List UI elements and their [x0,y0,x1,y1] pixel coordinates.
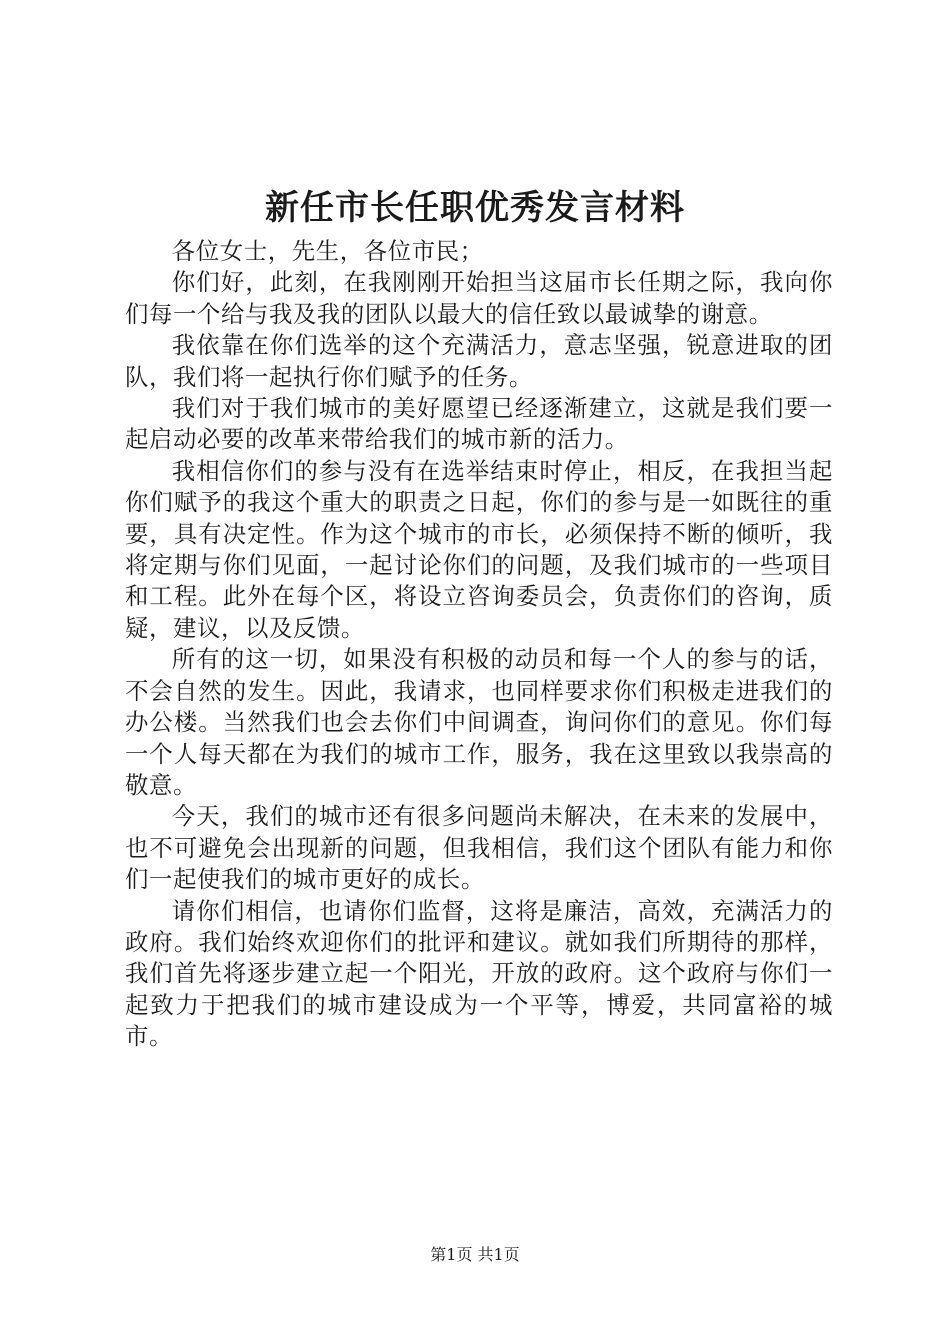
document-title: 新任市长任职优秀发言材料 [265,188,685,228]
paragraph: 今天，我们的城市还有很多问题尚未解决，在未来的发展中，也不可避免会出现新的问题，但我相信，我们这个团队有能力和你们一起使我们的城市更好的成长。 [125,802,833,894]
paragraph: 我相信你们的参与没有在选举结束时停止，相反，在我担当起你们赋予的我这个重大的职责之日起，你们的参与是一如既往的重要，具有决定性。作为这个城市的市长，必须保持不断的倾听，我将定期与你们见面，一起讨论你们的问题，及我们城市的一些项目和工程。此外在每个区，将设立咨询委员会，负责你们的咨询，质疑，建议，以及反馈。 [125,456,833,642]
paragraph: 我依靠在你们选举的这个充满活力，意志坚强，锐意进取的团队，我们将一起执行你们赋予的任务。 [125,331,833,391]
paragraph: 你们好，此刻，在我刚刚开始担当这届市长任期之际，我向你们每一个给与我及我的团队以最大的信任致以最诚挚的谢意。 [125,268,833,328]
paragraph: 所有的这一切，如果没有积极的动员和每一个人的参与的话，不会自然的发生。因此，我请求，也同样要求你们积极走进我们的办公楼。当然我们也会去你们中间调查，询问你们的意见。你们每一个人每天都在为我们的城市工作，服务，我在这里致以我崇高的敬意。 [125,645,833,799]
paragraph-greeting: 各位女士，先生，各位市民； [171,237,484,265]
paragraph: 我们对于我们城市的美好愿望已经逐渐建立，这就是我们要一起启动必要的改革来带给我们的城市新的活力。 [125,394,833,454]
document-body [125,236,833,1053]
paragraph: 请你们相信，也请你们监督，这将是廉洁，高效，充满活力的政府。我们始终欢迎你们的批评和建议。就如我们所期待的那样，我们首先将逐步建立起一个阳光，开放的政府。这个政府与你们一起致力于把我们的城市建设成为一个平等，博爱，共同富裕的城市。 [125,896,833,1051]
page-number-footer: 第1页 共1页 [430,1245,520,1264]
